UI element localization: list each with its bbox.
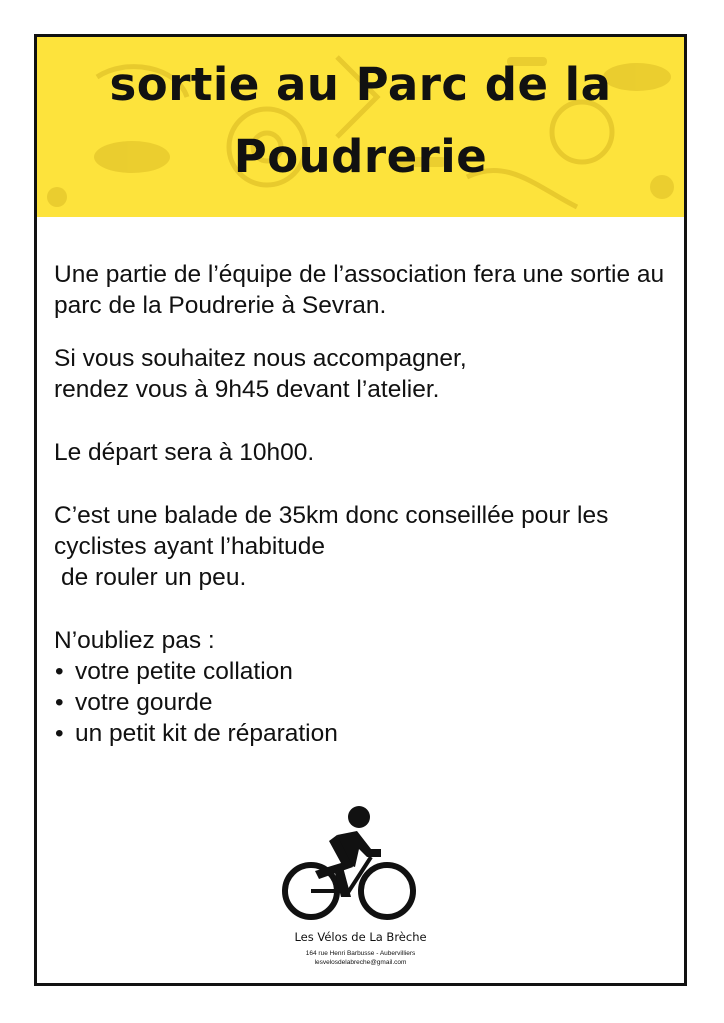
- checklist-heading: N’oubliez pas :: [54, 627, 215, 654]
- title-line-1: sortie au Parc de la: [109, 58, 612, 111]
- cyclist-icon: [279, 805, 419, 925]
- logo-address: 164 rue Henri Barbusse - Aubervilliers: [305, 950, 416, 957]
- logo-name: Les Vélos de La Brèche: [294, 930, 427, 944]
- page-title: [37, 49, 684, 193]
- paragraph-meeting-line-1: Si vous souhaitez nous accompagner,: [54, 345, 467, 372]
- paragraph-distance-line-2: de rouler un peu.: [61, 564, 247, 591]
- list-item: • votre petite collation: [55, 658, 293, 685]
- poster: [34, 34, 687, 986]
- checklist: [54, 656, 674, 749]
- list-item: • un petit kit de réparation: [55, 720, 338, 747]
- paragraph-intro: Une partie de l’équipe de l’association fera une sortie au parc de la Poudrerie à Sevran.: [54, 261, 665, 319]
- list-item: • votre gourde: [55, 689, 213, 716]
- paragraph-distance-line-1: C’est une balade de 35km donc conseillée pour les cyclistes ayant l’habitude: [54, 502, 609, 560]
- paragraph-departure: Le départ sera à 10h00.: [54, 439, 315, 466]
- title-line-2: Poudrerie: [233, 130, 488, 183]
- announcement-body: [54, 259, 674, 749]
- logo-email: lesvelosdelabreche@gmail.com: [314, 959, 407, 966]
- title-banner: [37, 37, 684, 217]
- logo-contact: [37, 949, 684, 967]
- paragraph-meeting-line-2: rendez vous à 9h45 devant l’atelier.: [54, 376, 440, 403]
